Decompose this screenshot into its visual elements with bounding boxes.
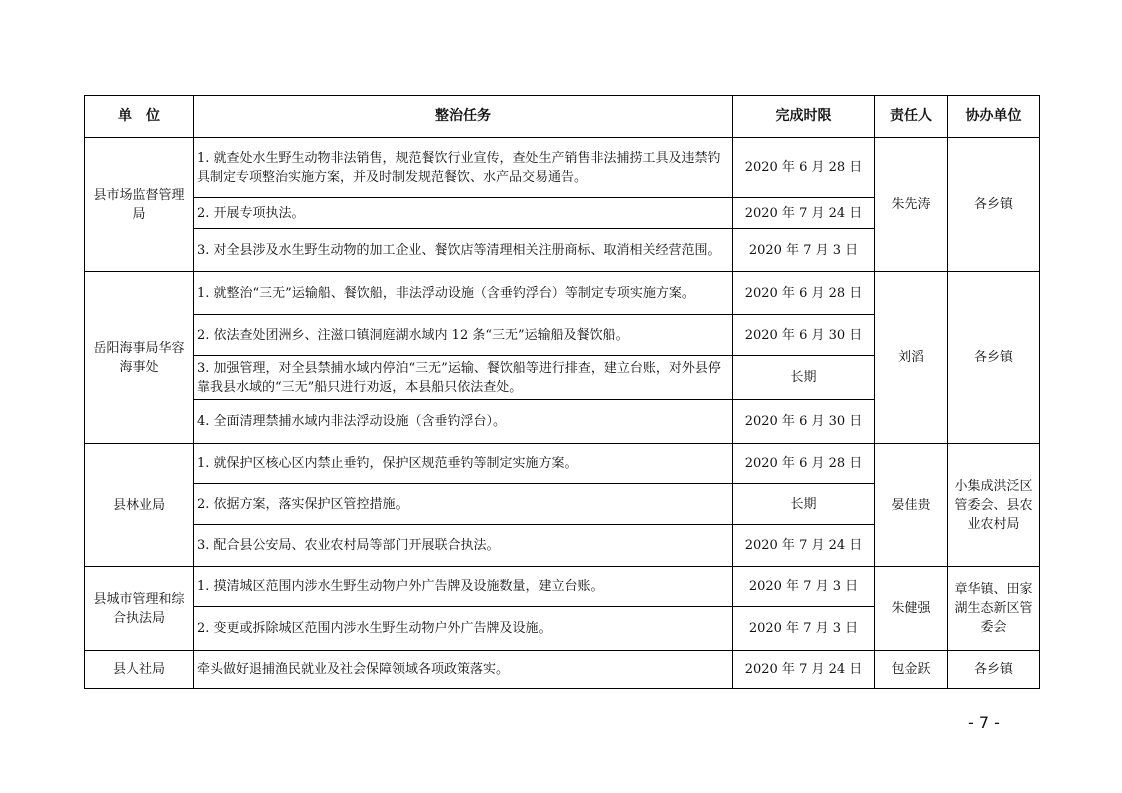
deadline-cell: 长期 [733,356,875,400]
table-row [85,444,1040,484]
deadline-cell: 2020 年 6 月 28 日 [733,138,875,198]
assisting-unit-cell: 各乡镇 [948,138,1040,272]
header-task: 整治任务 [194,96,733,138]
task-cell: 牵头做好退捕渔民就业及社会保障领域各项政策落实。 [194,651,733,689]
page-number: - 7 - [968,713,1000,732]
task-cell: 3. 配合县公安局、农业农村局等部门开展联合执法。 [194,525,733,567]
unit-cell: 岳阳海事局华容海事处 [85,272,194,444]
table-row [85,272,1040,315]
task-cell: 1. 摸清城区范围内涉水生野生动物户外广告牌及设施数量，建立台账。 [194,567,733,607]
rectification-task-table [84,95,1040,689]
unit-cell: 县市场监督管理局 [85,138,194,272]
deadline-cell: 2020 年 6 月 30 日 [733,400,875,444]
responsible-person-cell: 刘滔 [875,272,948,444]
table-row [85,138,1040,198]
header-assist: 协办单位 [948,96,1040,138]
header-time: 完成时限 [733,96,875,138]
assisting-unit-cell: 章华镇、田家湖生态新区管委会 [948,567,1040,651]
assisting-unit-cell: 小集成洪泛区管委会、县农业农村局 [948,444,1040,567]
task-cell: 4. 全面清理禁捕水域内非法浮动设施（含垂钓浮台）。 [194,400,733,444]
header-person: 责任人 [875,96,948,138]
task-cell: 1. 就保护区核心区内禁止垂钓，保护区规范垂钓等制定实施方案。 [194,444,733,484]
deadline-cell: 2020 年 7 月 3 日 [733,567,875,607]
task-cell: 3. 对全县涉及水生野生动物的加工企业、餐饮店等清理相关注册商标、取消相关经营范围。 [194,229,733,272]
header-row [85,96,1040,138]
deadline-cell: 2020 年 7 月 3 日 [733,607,875,651]
unit-cell: 县人社局 [85,651,194,689]
responsible-person-cell: 朱先涛 [875,138,948,272]
deadline-cell: 2020 年 7 月 3 日 [733,229,875,272]
task-cell: 3. 加强管理，对全县禁捕水域内停泊“三无”运输、餐饮船等进行排查，建立台账，对外县停靠我县水域的“三无”船只进行劝返，本县船只依法查处。 [194,356,733,400]
deadline-cell: 2020 年 6 月 30 日 [733,315,875,356]
deadline-cell: 2020 年 6 月 28 日 [733,444,875,484]
assisting-unit-cell: 各乡镇 [948,272,1040,444]
deadline-cell: 2020 年 7 月 24 日 [733,525,875,567]
header-unit: 单 位 [85,96,194,138]
responsible-person-cell: 朱健强 [875,567,948,651]
deadline-cell: 2020 年 7 月 24 日 [733,651,875,689]
task-cell: 1. 就整治“三无”运输船、餐饮船，非法浮动设施（含垂钓浮台）等制定专项实施方案。 [194,272,733,315]
responsible-person-cell: 包金跃 [875,651,948,689]
task-cell: 1. 就查处水生野生动物非法销售，规范餐饮行业宣传，查处生产销售非法捕捞工具及违禁钓具制定专项整治实施方案，并及时制发规范餐饮、水产品交易通告。 [194,138,733,198]
responsible-person-cell: 晏佳贵 [875,444,948,567]
unit-cell: 县林业局 [85,444,194,567]
unit-cell: 县城市管理和综合执法局 [85,567,194,651]
deadline-cell: 2020 年 7 月 24 日 [733,198,875,229]
task-cell: 2. 开展专项执法。 [194,198,733,229]
deadline-cell: 2020 年 6 月 28 日 [733,272,875,315]
task-cell: 2. 依据方案，落实保护区管控措施。 [194,484,733,525]
table-row [85,567,1040,607]
table-row [85,651,1040,689]
deadline-cell: 长期 [733,484,875,525]
task-cell: 2. 依法查处团洲乡、注滋口镇洞庭湖水域内 12 条“三无”运输船及餐饮船。 [194,315,733,356]
assisting-unit-cell: 各乡镇 [948,651,1040,689]
task-cell: 2. 变更或拆除城区范围内涉水生野生动物户外广告牌及设施。 [194,607,733,651]
